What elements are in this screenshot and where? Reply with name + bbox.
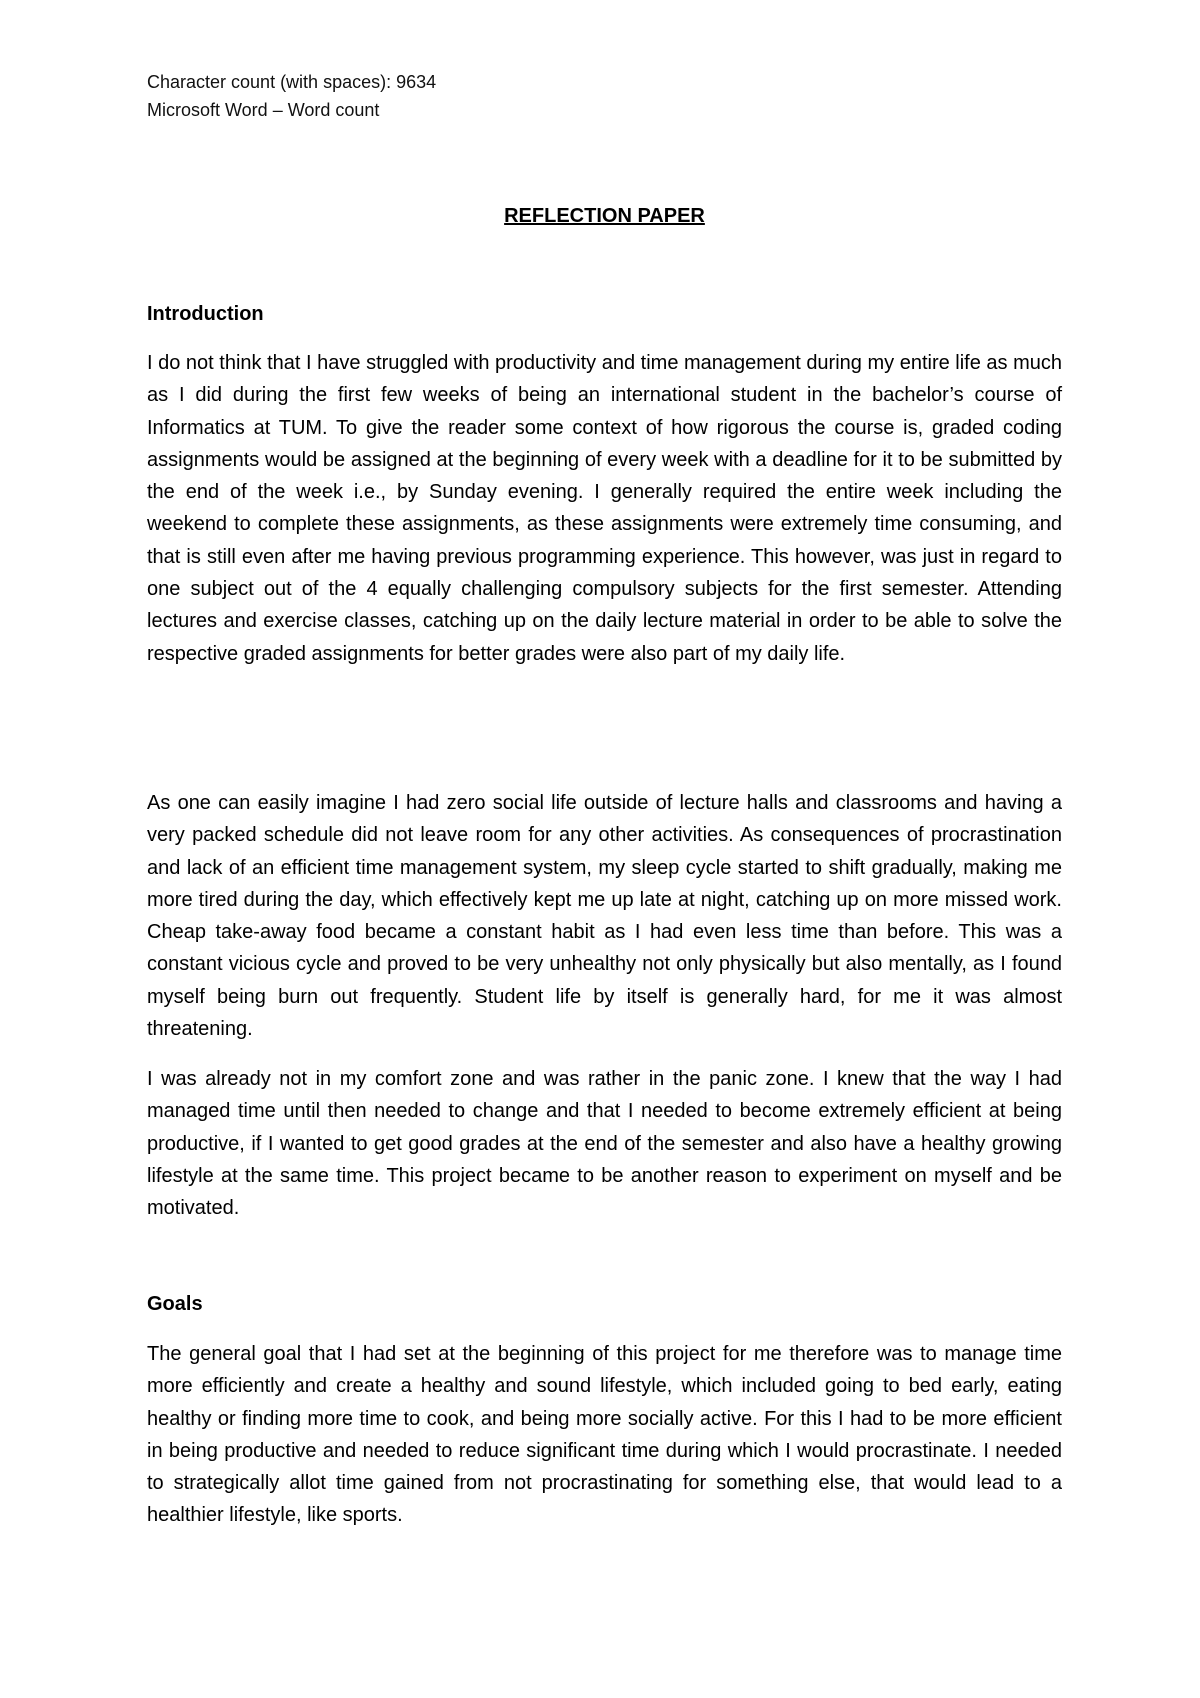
section-heading-introduction: Introduction: [147, 303, 264, 325]
document-content: [147, 68, 1062, 1527]
character-count-line: Character count (with spaces): 9634: [147, 72, 437, 92]
word-count-source-line: Microsoft Word – Word count: [147, 100, 380, 120]
introduction-paragraph-2: As one can easily imagine I had zero social life outside of lecture halls and classrooms and having a very packed schedule did not leave room for any other activities. As consequences of procrastination and lack of an efficient time management system, my sleep cycle started to shift gradually, making me more tired during the day, which effectively kept me up late at night, catching up on more missed work. Cheap take-away food became a constant habit as I had even less time than before. This was a constant vicious cycle and proved to be very unhealthy not only physically but also mentally, as I found myself being burn out frequently. Student life by itself is generally hard, for me it was almost threatening.: [147, 792, 1062, 1041]
document-title: REFLECTION PAPER: [504, 205, 705, 227]
introduction-paragraph-3: I was already not in my comfort zone and was rather in the panic zone. I knew that the way I had managed time until then needed to change and that I needed to become extremely efficient at being productive, if I wanted to get good grades at the end of the semester and also have a healthy growing lifestyle at the same time. This project became to be another reason to experiment on myself and be motivated.: [147, 1068, 1062, 1220]
goals-paragraph-1: The general goal that I had set at the beginning of this project for me therefore was to manage time more efficiently and create a healthy and sound lifestyle, which included going to bed early, eating healthy or finding more time to cook, and being more socially active. For this I had to be more efficient in being productive and needed to reduce significant time during which I would procrastinate. I needed to strategically allot time gained from not procrastinating for something else, that would lead to a healthier lifestyle, like sports.: [147, 1343, 1062, 1527]
introduction-paragraph-1: I do not think that I have struggled with productivity and time management during my entire life as much as I did during the first few weeks of being an international student in the bachelor’s course of Informatics at TUM. To give the reader some context of how rigorous the course is, graded coding assignments would be assigned at the beginning of every week with a deadline for it to be submitted by the end of the week i.e., by Sunday evening. I generally required the entire week including the weekend to complete these assignments, as these assignments were extremely time consuming, and that is still even after me having previous programming experience. This however, was just in regard to one subject out of the 4 equally challenging compulsory subjects for the first semester. Attending lectures and exercise classes, catching up on the daily lecture material in order to be able to solve the respective graded assignments for better grades were also part of my daily life.: [147, 352, 1062, 665]
section-heading-goals: Goals: [147, 1293, 203, 1315]
